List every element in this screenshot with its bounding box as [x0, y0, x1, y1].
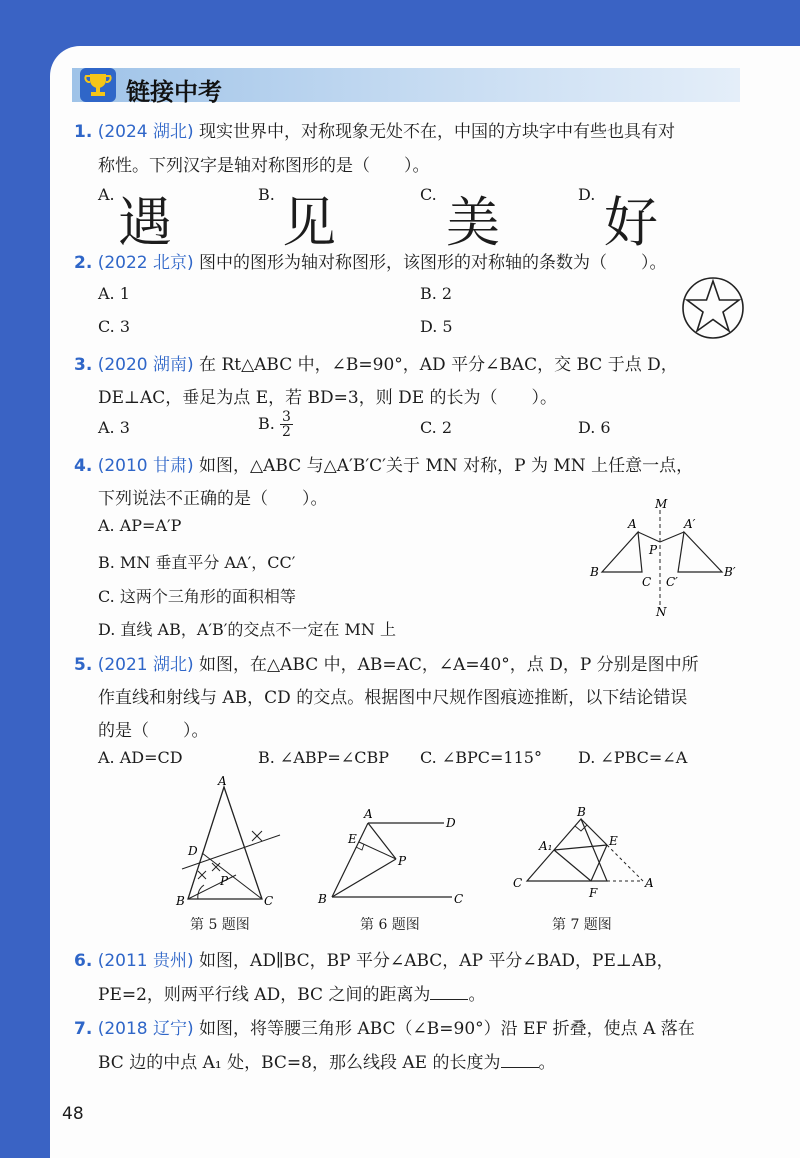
question-source: (2018 辽宁): [97, 1019, 194, 1039]
option-d: D. 5: [420, 317, 453, 336]
option-label: B.: [258, 414, 275, 433]
figure-7-caption: 第 7 题图: [552, 917, 612, 933]
question-6-line-2: [98, 980, 485, 1005]
question-text: BC 边的中点 A₁ 处，BC=8，那么线段 AE 的长度为: [98, 1053, 501, 1073]
figure-6-caption: 第 6 题图: [360, 917, 420, 933]
label-c: C: [642, 575, 652, 589]
option-b: B. MN 垂直平分 AA′，CC′: [98, 553, 296, 572]
option-c: C. 3: [98, 317, 131, 336]
question-text: PE=2，则两平行线 AD，BC 之间的距离为: [98, 985, 431, 1005]
question-1-line-2: 称性。下列汉字是轴对称图形的是（ ）。: [98, 156, 430, 176]
label-b: B: [318, 892, 327, 906]
label-p: P: [649, 543, 658, 557]
label-a: A: [218, 775, 227, 788]
question-text: 如图，AD∥BC，BP 平分∠ABC，AP 平分∠BAD，PE⊥AB，: [199, 951, 674, 971]
option-a: A. AD=CD: [98, 748, 183, 767]
option-d: D. 6: [578, 418, 611, 437]
question-3-line-2: DE⊥AC，垂足为点 E，若 BD=3，则 DE 的长为（ ）。: [98, 388, 558, 408]
label-b: B: [590, 565, 599, 579]
question-text: 图中的图形为轴对称图形，该图形的对称轴的条数为（ ）。: [199, 253, 667, 273]
question-number: 2.: [74, 253, 93, 273]
page-number: 48: [62, 1104, 84, 1124]
question-text: 现实世界中，对称现象无处不在，中国的方块字中有些也具有对: [199, 122, 676, 142]
question-3-line-1: [74, 350, 678, 375]
question-number: 6.: [74, 951, 93, 971]
option-label: B.: [258, 185, 275, 204]
q4-figure: [580, 498, 745, 620]
label-c-prime: C′: [666, 575, 678, 589]
option-d: D. 直线 AB，A′B′的交点不一定在 MN 上: [98, 620, 396, 639]
label-c: C: [454, 892, 464, 906]
label-f: F: [589, 886, 598, 900]
option-char: 美: [446, 191, 500, 254]
question-text: 如图，在△ABC 中，AB=AC，∠A=40°，点 D，P 分别是图中所: [199, 655, 699, 675]
question-number: 4.: [74, 456, 93, 476]
label-p: P: [220, 874, 229, 888]
option-char: 好: [604, 191, 658, 254]
circle-star-figure: [680, 275, 746, 341]
question-source: (2020 湖南): [97, 355, 194, 375]
option-a: A. AP=A′P: [98, 516, 182, 535]
question-6-line-1: [74, 946, 674, 971]
option-char: 见: [282, 191, 336, 254]
label-d: D: [446, 816, 456, 830]
question-text: 在 Rt△ABC 中，∠B=90°，AD 平分∠BAC，交 BC 于点 D，: [199, 355, 678, 375]
question-number: 3.: [74, 355, 93, 375]
trophy-icon: [76, 62, 120, 106]
label-a1: A₁: [539, 839, 553, 853]
label-b-prime: B′: [724, 565, 736, 579]
question-7-line-1: [74, 1014, 695, 1039]
question-text: 如图，△ABC 与△A′B′C′关于 MN 对称，P 为 MN 上任意一点，: [199, 456, 694, 476]
label-a: A: [645, 876, 654, 890]
question-number: 7.: [74, 1019, 93, 1039]
label-b: B: [176, 894, 185, 908]
question-source: (2011 贵州): [97, 951, 194, 971]
question-text-end: 。: [468, 985, 486, 1005]
figure-5-caption: 第 5 题图: [190, 917, 250, 933]
fraction-numerator: 3: [281, 409, 291, 425]
question-text: 如图，将等腰三角形 ABC（∠B=90°）沿 EF 折叠，使点 A 落在: [199, 1019, 695, 1039]
question-source: (2024 湖北): [97, 122, 194, 142]
label-d: D: [188, 844, 198, 858]
option-c: C. ∠BPC=115°: [420, 748, 542, 767]
label-a-prime: A′: [684, 517, 696, 531]
question-number: 1.: [74, 122, 93, 142]
fraction: [280, 410, 293, 439]
label-m: M: [655, 498, 668, 511]
label-p: P: [398, 854, 407, 868]
question-4-line-1: [74, 451, 693, 476]
question-source: (2010 甘肃): [97, 456, 194, 476]
question-1-line-1: [74, 117, 675, 142]
figure-7: [505, 805, 665, 910]
option-b: [258, 410, 293, 439]
label-c: C: [264, 894, 274, 908]
answer-blank[interactable]: [430, 985, 468, 1000]
option-label: D.: [578, 185, 596, 204]
answer-blank[interactable]: [501, 1053, 539, 1068]
figure-6: [312, 805, 472, 910]
option-d: D. ∠PBC=∠A: [578, 748, 688, 767]
option-label: C.: [420, 185, 437, 204]
question-source: (2022 北京): [97, 253, 194, 273]
option-a: A. 3: [98, 418, 130, 437]
question-2-line-1: [74, 248, 667, 273]
option-a: A. 1: [98, 284, 130, 303]
label-a: A: [364, 807, 373, 821]
option-label: A.: [98, 185, 115, 204]
question-source: (2021 湖北): [97, 655, 194, 675]
label-n: N: [656, 605, 667, 619]
option-b: B. 2: [420, 284, 453, 303]
question-5-line-1: [74, 650, 699, 675]
label-b: B: [577, 805, 586, 819]
question-number: 5.: [74, 655, 93, 675]
option-char: 遇: [118, 191, 172, 254]
fraction-denominator: 2: [281, 424, 291, 440]
label-c: C: [513, 876, 523, 890]
option-c: C. 这两个三角形的面积相等: [98, 587, 296, 606]
option-c: C. 2: [420, 418, 453, 437]
label-e: E: [348, 832, 357, 846]
section-title: 链接中考: [126, 78, 222, 106]
question-5-line-3: 的是（ ）。: [98, 721, 209, 741]
question-4-line-2: 下列说法不正确的是（ ）。: [98, 489, 328, 509]
option-b: B. ∠ABP=∠CBP: [258, 748, 389, 767]
question-5-line-2: 作直线和射线与 AB，CD 的交点。根据图中尺规作图痕迹推断，以下结论错误: [98, 688, 688, 708]
question-7-line-2: [98, 1048, 556, 1073]
label-a: A: [628, 517, 637, 531]
figure-5: [168, 775, 288, 910]
question-text-end: 。: [538, 1053, 556, 1073]
label-e: E: [609, 834, 618, 848]
